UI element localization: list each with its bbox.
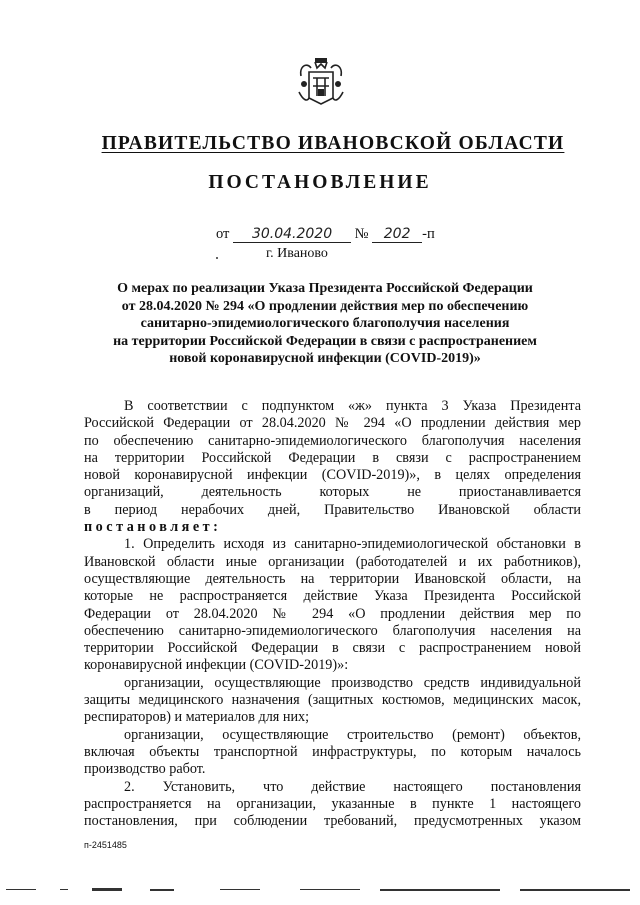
title-line: О мерах по реализации Указа Президента Российской Федерации [117, 281, 533, 296]
body-line: производство работ. [84, 761, 206, 778]
body-line: распространяется на организации, указанные в пункте 1 настоящего [84, 795, 581, 812]
document-number: 202 [372, 227, 422, 243]
document-date: 30.04.2020 [233, 227, 351, 243]
number-prefix: № [354, 226, 369, 242]
body-line: территории Российской Федерации в связи с распространением новой [84, 640, 581, 657]
organization-name: ПРАВИТЕЛЬСТВО ИВАНОВСКОЙ ОБЛАСТИ [101, 133, 565, 154]
body-line: на территории Российской Федерации в связи с распространением [84, 449, 581, 466]
date-number-line [216, 226, 435, 243]
body-line: осуществляющие деятельность на территории Ивановской области, на [84, 570, 581, 587]
body-line: 1. Определить исходя из санитарно-эпидемиологической обстановки в [124, 536, 581, 553]
number-suffix: -п [422, 226, 435, 242]
body-line: Федерации от 28.04.2020 № 294 «О продлении действия мер по [84, 605, 581, 622]
title-line: от 28.04.2020 № 294 «О продлении действия мер по обеспечению [121, 298, 529, 314]
scan-artifact-line [0, 888, 640, 892]
body-line: организаций, деятельность которых не приостанавливается [84, 484, 581, 501]
body-line: организации, осуществляющие строительство (ремонт) объектов, [124, 726, 581, 743]
body-line: 2. Установить, что действие настоящего постановления [124, 778, 581, 795]
body-line: организации, осуществляющие производство средств индивидуальной [124, 674, 581, 691]
title-line: на территории Российской Федерации в связи с распространением [113, 333, 537, 349]
ink-dot [216, 257, 218, 259]
body-line: В соответствии с подпунктом «ж» пункта 3 Указа Президента [124, 398, 581, 414]
body-line: по обеспечению санитарно-эпидемиологического благополучия населения [84, 432, 581, 449]
document-body [84, 398, 581, 830]
body-line: обеспечению санитарно-эпидемиологического благополучия населения на [84, 622, 581, 639]
coat-of-arms-emblem [295, 56, 347, 108]
document-title [85, 280, 565, 368]
document-type: ПОСТАНОВЛЕНИЕ [208, 172, 432, 193]
date-prefix: от [216, 226, 230, 242]
body-line: в период нерабочих дней, Правительство Ивановской области [84, 501, 581, 518]
body-line: Российской Федерации от 28.04.2020 № 294 «О продлении действия мер [84, 415, 581, 432]
body-line: включая объекты транспортной инфраструктуры, по которым началось [84, 743, 581, 760]
body-line: которые не распространяется действие Указа Президента Российской [84, 588, 581, 605]
title-line: новой коронавирусной инфекции (COVID-2019)» [169, 351, 481, 366]
document-code: п-2451485 [84, 840, 127, 850]
city: г. Иваново [266, 246, 328, 261]
body-line: коронавирусной инфекции (COVID-2019)»: [84, 657, 349, 674]
body-line: постановления, при соблюдении требований, предусмотренных указом [84, 813, 581, 830]
title-line: санитарно-эпидемиологического благополучия населения [140, 316, 510, 331]
body-line: новой коронавирусной инфекции (COVID-2019)», в целях определения [84, 467, 581, 484]
body-line: Ивановской области иные организации (работодателей и их работников), [84, 553, 581, 570]
body-line: защиты медицинского назначения (защитных костюмов, медицинских масок, [84, 692, 581, 709]
resolution-word: постановляет: [84, 519, 222, 536]
body-line: респираторов) и материалов для них; [84, 709, 310, 726]
